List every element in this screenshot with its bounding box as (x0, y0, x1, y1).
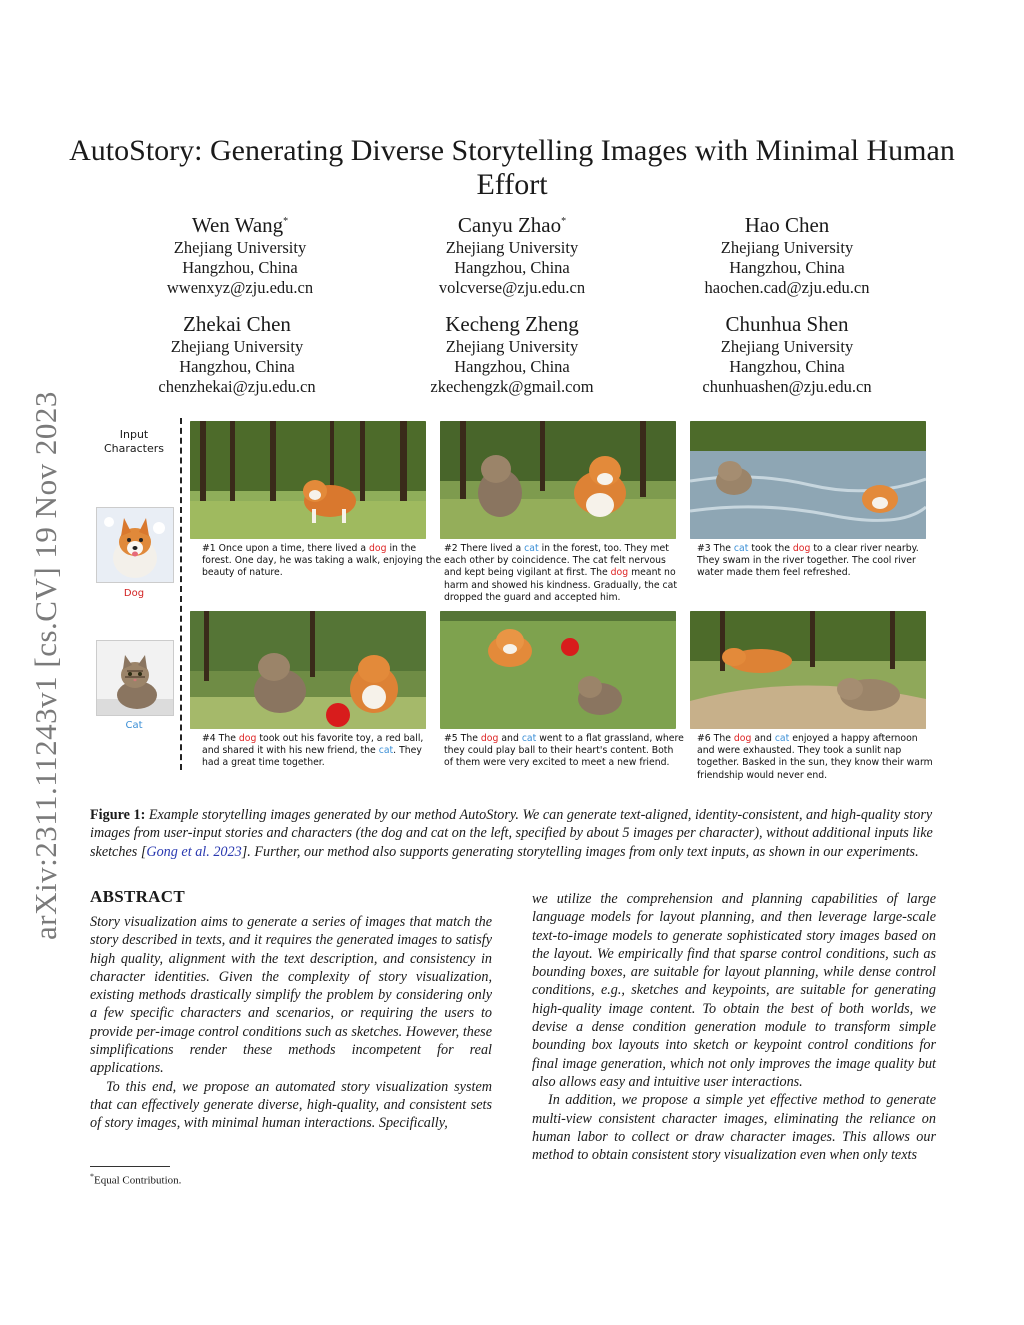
author-affiliation: Zhejiang University (170, 337, 304, 356)
author-location: Hangzhou, China (454, 258, 570, 277)
author-email[interactable]: haochen.cad@zju.edu.cn (704, 278, 870, 297)
paper-title: AutoStory: Generating Diverse Storytelling Images with Minimal Human Effort (69, 134, 955, 201)
author-card (90, 209, 390, 298)
cat-keyword: cat (524, 543, 539, 554)
story-caption-1 (202, 543, 442, 580)
abstract-paragraph: Story visualization aims to generate a series of images that match the story described in texts, and it requires the generated images to satisfy high quality, alignment with the text description, and consistency in character identities. Given the complexity of story visualization, existing methods drastically simplify the problem by considering only a few specific characters and scenarios, or requiring the users to provide per-image control conditions such as sketches. However, these simplifications render these methods incompetent for real applications. (90, 914, 492, 1077)
author-card (637, 209, 937, 298)
author-affiliation: Zhejiang University (445, 238, 579, 257)
author-name: Hao Chen (744, 213, 830, 237)
abstract-right-column (532, 890, 936, 1164)
author-location: Hangzhou, China (179, 357, 295, 376)
caption-text: and (751, 733, 775, 744)
caption-text: to a clear river nearby. They swam in the river together. The cool river water made them feel refreshed. (697, 543, 919, 579)
caption-text: in the forest. One day, he was taking a walk, enjoying the beauty of nature. (202, 543, 442, 579)
author-affiliation: Zhejiang University (445, 337, 579, 356)
author-location: Hangzhou, China (729, 357, 845, 376)
equal-contribution-mark: * (561, 216, 567, 227)
author-location: Hangzhou, China (729, 258, 845, 277)
author-affiliation: Zhejiang University (720, 337, 854, 356)
dog-character-image (96, 507, 174, 583)
dog-keyword: dog (792, 543, 811, 554)
abstract-left-column (90, 913, 492, 1133)
caption-text: and (498, 733, 522, 744)
abstract-paragraph: we utilize the comprehension and planning capabilities of large language models for layout planning, and then leverage large-scale text-to-image models to generate sophisticated story images based on the layout. We empirically find that sparse control conditions, such as bounding boxes, are suitable for layout planning, while dense control conditions, e.g., sketches and keypoints, are suitable for generating high-quality image content. To obtain the best of both worlds, we devise a dense condition generation module to transform simple bounding box layouts into sketch or keypoint control conditions for final image generation, which not only improves the image quality but also allows easy and intuitive user interactions. (532, 891, 936, 1090)
caption-text: took the (748, 543, 793, 554)
figure-caption-text: Example storytelling images generated by our method AutoStory. We can generate text-aligned, identity-consistent, and high-quality story images from user-input stories and characters (the dog and cat on the left, specified by about 5 images per character), without additional inputs like sketches [ (90, 807, 933, 860)
dog-keyword: dog (238, 733, 257, 744)
author-email[interactable]: chenzhekai@zju.edu.cn (158, 377, 316, 396)
author-name: Wen Wang (191, 213, 284, 237)
dog-keyword: dog (369, 543, 387, 554)
author-email[interactable]: wwenxyz@zju.edu.cn (166, 278, 314, 297)
input-characters-label (96, 428, 172, 456)
dog-keyword: dog (610, 567, 629, 579)
caption-text: #6 The (697, 733, 734, 744)
cat-character-image (96, 640, 174, 716)
caption-text: #1 Once upon a time, there lived a (202, 543, 369, 554)
footnote-mark: * (90, 1172, 94, 1181)
footnote-text: Equal Contribution. (94, 1174, 182, 1187)
author-card (637, 308, 937, 397)
caption-text: meant no harm and showed his kindness. Gradually, the cat dropped the guard and accepted him. (444, 567, 678, 603)
author-name: Kecheng Zheng (445, 312, 579, 336)
abstract-heading: ABSTRACT (90, 887, 185, 906)
figure-caption-text: ]. Further, our method also supports generating storytelling images from only text inputs, as shown in our experiments. (241, 843, 919, 860)
caption-text: #3 The (697, 543, 734, 554)
figure-caption-label: Figure 1: (90, 807, 146, 823)
dog-character-label: Dog (123, 588, 145, 599)
author-email[interactable]: zkechengzk@gmail.com (430, 377, 594, 396)
footnote-rule (90, 1166, 170, 1167)
author-location: Hangzhou, China (182, 258, 298, 277)
story-image-2 (440, 421, 676, 539)
cat-keyword: cat (378, 745, 394, 757)
cat-keyword: cat (521, 733, 537, 744)
author-card (362, 209, 662, 298)
caption-text: enjoyed a happy afternoon and were exhausted. They took a sunlit nap together. Basked in the sun, they know their warm friendship would never end. (697, 733, 933, 781)
author-location: Hangzhou, China (454, 357, 570, 376)
input-label-line: Input (119, 428, 149, 441)
caption-text: went to a flat grassland, where they could play ball to their heart's content. Both of them were very excited to meet a new friend. (444, 733, 684, 769)
story-image-6 (690, 611, 926, 729)
arxiv-identifier: arXiv:2311.11243v1 [cs.CV] 19 Nov 2023 (28, 391, 63, 940)
author-name: Zhekai Chen (183, 312, 291, 336)
author-card (87, 308, 387, 397)
author-name: Chunhua Shen (725, 312, 849, 336)
story-caption-3 (697, 543, 937, 580)
dog-keyword: dog (733, 733, 752, 744)
caption-text: in the forest, too. They met each other by coincidence. The cat felt nervous and kept being vigilant at first. The (444, 543, 669, 579)
input-label-line: Characters (103, 442, 165, 455)
story-image-3 (690, 421, 926, 539)
abstract-paragraph: To this end, we propose an automated story visualization system that can effectively generate diverse, high-quality, and consistent sets of story images, with minimal human interactions. Specifically, (90, 1078, 492, 1132)
author-name: Canyu Zhao (457, 213, 562, 237)
author-card (362, 308, 662, 397)
equal-contribution-mark: * (283, 216, 289, 227)
author-affiliation: Zhejiang University (173, 238, 307, 257)
author-affiliation: Zhejiang University (720, 238, 854, 257)
story-caption-6 (697, 733, 937, 782)
caption-text: #2 There lived a (444, 543, 525, 554)
story-image-5 (440, 611, 676, 729)
author-email[interactable]: chunhuashen@zju.edu.cn (702, 377, 872, 396)
caption-text: took out his favorite toy, a red ball, and shared it with his new friend, the (202, 733, 424, 757)
story-caption-5 (444, 733, 684, 770)
figure-caption (90, 806, 936, 861)
caption-text: #5 The (444, 733, 481, 744)
story-caption-4 (202, 733, 442, 770)
caption-text: #4 The (202, 733, 239, 744)
caption-text: . They had a great time together. (202, 745, 422, 769)
abstract-paragraph: In addition, we propose a simple yet effective method to generate multi-view consistent character images, eliminating the reliance on human labor to collect or draw character images. This allows our method to obtain consistent story visualization even when only texts (532, 1092, 936, 1164)
story-image-4 (190, 611, 426, 729)
cat-keyword: cat (774, 733, 790, 744)
story-caption-2 (444, 543, 684, 604)
cat-keyword: cat (733, 543, 749, 554)
dog-keyword: dog (480, 733, 499, 744)
figure-divider (180, 418, 182, 770)
cat-character-label: Cat (125, 720, 143, 731)
citation-link[interactable]: Gong et al. 2023 (146, 843, 242, 860)
story-image-1 (190, 421, 426, 539)
footnote (90, 1172, 181, 1187)
author-email[interactable]: volcverse@zju.edu.cn (438, 278, 586, 297)
